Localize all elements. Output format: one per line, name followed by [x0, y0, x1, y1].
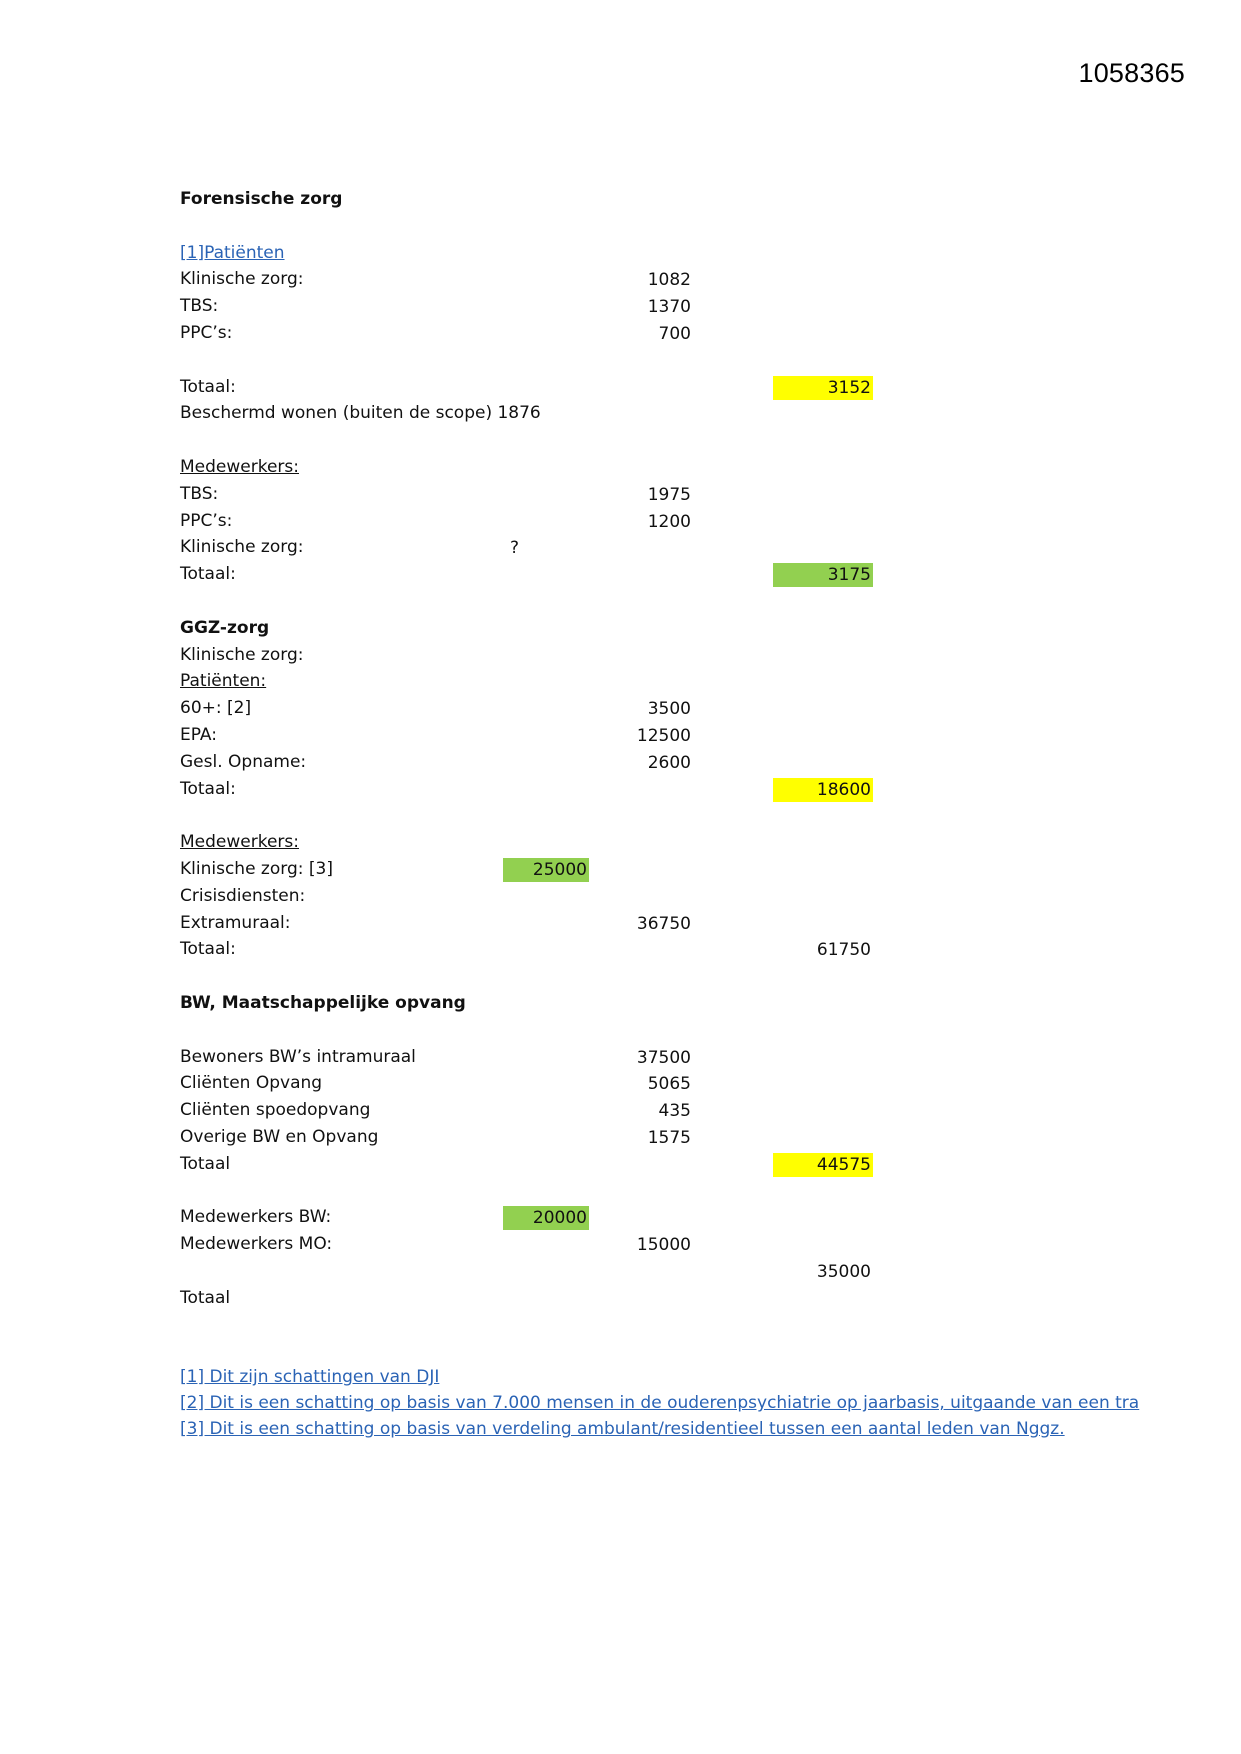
table-row: Overige BW en Opvang 1575	[180, 1126, 691, 1148]
table-row: Klinische zorg: ?	[180, 537, 520, 559]
table-row: Extramuraal: 36750	[180, 912, 691, 934]
table-row: Cliënten Opvang 5065	[180, 1073, 691, 1095]
total-row: Totaal	[180, 1287, 231, 1308]
total-row: Totaal 44575	[180, 1153, 871, 1175]
table-row: TBS: 1975	[180, 483, 691, 505]
section-title-bw: BW, Maatschappelijke opvang	[180, 992, 466, 1013]
document-body	[180, 186, 1140, 1442]
table-row: Crisisdiensten:	[180, 885, 306, 906]
total-row: Totaal: 61750	[180, 939, 871, 961]
total-value-highlight: 18600	[773, 778, 873, 802]
table-row: Gesl. Opname: 2600	[180, 751, 691, 773]
table-row: PPC’s: 1200	[180, 510, 691, 532]
total-row: Totaal: 3152	[180, 376, 871, 398]
patients-heading: Patiënten:	[180, 671, 267, 692]
staff-heading: Medewerkers:	[180, 832, 299, 853]
footnote-link-3[interactable]: [3] Dit is een schatting op basis van verdeling ambulant/residentieel tussen een aantal leden van Nggz.	[180, 1419, 1065, 1440]
total-value-highlight: 3152	[773, 376, 873, 400]
table-row: Medewerkers BW: 20000	[180, 1207, 587, 1229]
table-row: Beschermd wonen (buiten de scope) 1876	[180, 403, 541, 424]
table-row: 60+: [2] 3500	[180, 698, 691, 720]
table-row: Bewoners BW’s intramuraal 37500	[180, 1046, 691, 1068]
total-row: Totaal: 18600	[180, 778, 871, 800]
table-row: Klinische zorg: 1082	[180, 269, 691, 291]
footnotes	[180, 1337, 1140, 1442]
total-value-highlight: 3175	[773, 563, 873, 587]
table-row: EPA: 12500	[180, 724, 691, 746]
table-row: TBS: 1370	[180, 296, 691, 318]
table-row: PPC’s: 700	[180, 322, 691, 344]
table-row: Klinische zorg: [3] 25000	[180, 858, 587, 880]
patients-heading-link[interactable]: [1]Patiënten	[180, 242, 285, 263]
table-row: 35000	[816, 1261, 871, 1282]
footnote-link-2[interactable]: [2] Dit is een schatting op basis van 7.000 mensen in de ouderenpsychiatrie op jaarbasis, uitgaande van een tra	[180, 1393, 1140, 1414]
section-title-ggz: GGZ-zorg	[180, 617, 270, 638]
section-title-forensisch: Forensische zorg	[180, 189, 343, 209]
value-highlight: 25000	[503, 858, 589, 882]
table-row: Klinische zorg:	[180, 644, 304, 665]
total-row: Totaal: 3175	[180, 564, 871, 586]
table-row: Medewerkers MO: 15000	[180, 1234, 691, 1256]
total-value-highlight: 44575	[773, 1153, 873, 1177]
document-id: 1058365	[1078, 58, 1185, 88]
footnote-link-1[interactable]: [1] Dit zijn schattingen van DJI	[180, 1367, 440, 1388]
staff-heading: Medewerkers:	[180, 456, 299, 477]
value-highlight: 20000	[503, 1206, 589, 1230]
table-row: Cliënten spoedopvang 435	[180, 1100, 691, 1122]
